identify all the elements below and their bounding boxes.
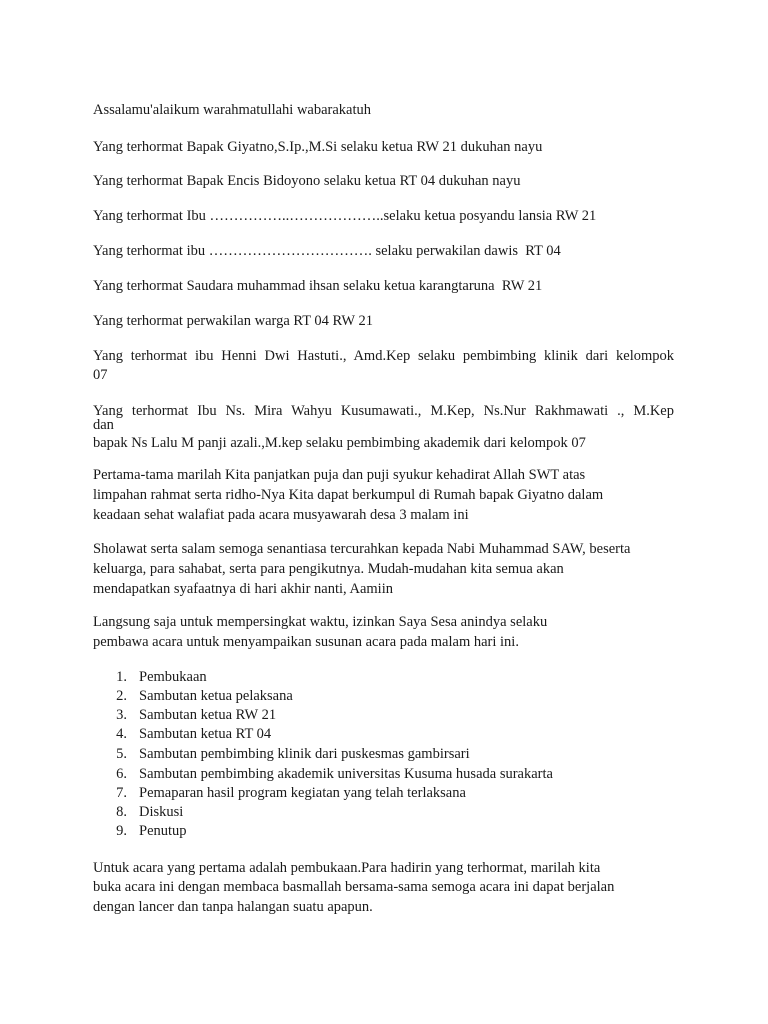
agenda-item: Sambutan ketua RT 04 bbox=[139, 726, 272, 742]
agenda-number: 9. bbox=[116, 823, 127, 839]
paragraph-pembukaan-line: buka acara ini dengan membaca basmallah bersama-sama semoga acara ini dapat berjalan bbox=[93, 879, 615, 895]
paragraph-intro-line: pembawa acara untuk menyampaikan susunan acara pada malam hari ini. bbox=[93, 634, 519, 650]
agenda-number: 5. bbox=[116, 746, 127, 762]
salutation-line: Yang terhormat Bapak Giyatno,S.Ip.,M.Si selaku ketua RW 21 dukuhan nayu bbox=[93, 139, 543, 155]
agenda-item: Sambutan ketua RW 21 bbox=[139, 707, 277, 723]
paragraph-pembukaan-line: Untuk acara yang pertama adalah pembukaan.Para hadirin yang terhormat, marilah kita bbox=[93, 860, 601, 876]
salutation-klinik-line1: Yang terhormat ibu Henni Dwi Hastuti., Amd.Kep selaku pembimbing klinik dari kelompok bbox=[93, 348, 674, 364]
agenda-number: 3. bbox=[116, 707, 127, 723]
agenda-number: 8. bbox=[116, 804, 127, 820]
salutation-klinik-line2: 07 bbox=[93, 367, 108, 383]
agenda-item: Sambutan ketua pelaksana bbox=[139, 688, 293, 704]
salutation-line: Yang terhormat ibu ……………………………. selaku perwakilan dawis RT 04 bbox=[93, 243, 561, 259]
agenda-item: Diskusi bbox=[139, 804, 184, 820]
paragraph-syukur-line: Pertama-tama marilah Kita panjatkan puja dan puji syukur kehadirat Allah SWT atas bbox=[93, 467, 586, 483]
salutation-akademik-line1: Yang terhormat Ibu Ns. Mira Wahyu Kusumawati., M.Kep, Ns.Nur Rakhmawati ., M.Kep bbox=[93, 403, 674, 419]
paragraph-sholawat-line: mendapatkan syafaatnya di hari akhir nanti, Aamiin bbox=[93, 581, 393, 597]
paragraph-pembukaan-line: dengan lancer dan tanpa halangan suatu apapun. bbox=[93, 899, 373, 915]
agenda-number: 1. bbox=[116, 669, 127, 685]
agenda-number: 7. bbox=[116, 785, 127, 801]
agenda-item: Pemaparan hasil program kegiatan yang telah terlaksana bbox=[139, 785, 466, 801]
greeting-line: Assalamu'alaikum warahmatullahi wabarakatuh bbox=[93, 102, 372, 118]
agenda-number: 6. bbox=[116, 766, 127, 782]
paragraph-sholawat-line: Sholawat serta salam semoga senantiasa tercurahkan kepada Nabi Muhammad SAW, beserta bbox=[93, 541, 631, 557]
agenda-item: Sambutan pembimbing akademik universitas Kusuma husada surakarta bbox=[139, 766, 553, 782]
paragraph-sholawat-line: keluarga, para sahabat, serta para pengikutnya. Mudah-mudahan kita semua akan bbox=[93, 561, 564, 577]
agenda-number: 4. bbox=[116, 726, 127, 742]
salutation-line: Yang terhormat perwakilan warga RT 04 RW 21 bbox=[93, 313, 373, 329]
salutation-line: Yang terhormat Bapak Encis Bidoyono selaku ketua RT 04 dukuhan nayu bbox=[93, 173, 521, 189]
agenda-item: Penutup bbox=[139, 823, 187, 839]
salutation-line: Yang terhormat Ibu ……………..………………..selaku ketua posyandu lansia RW 21 bbox=[93, 208, 597, 224]
paragraph-intro-line: Langsung saja untuk mempersingkat waktu, izinkan Saya Sesa anindya selaku bbox=[93, 614, 548, 630]
agenda-item: Pembukaan bbox=[139, 669, 207, 685]
salutation-akademik-line2: dan bbox=[93, 417, 114, 433]
salutation-line: Yang terhormat Saudara muhammad ihsan selaku ketua karangtaruna RW 21 bbox=[93, 278, 543, 294]
agenda-number: 2. bbox=[116, 688, 127, 704]
salutation-akademik-line3: bapak Ns Lalu M panji azali.,M.kep selaku pembimbing akademik dari kelompok 07 bbox=[93, 435, 586, 451]
paragraph-syukur-line: limpahan rahmat serta ridho-Nya Kita dapat berkumpul di Rumah bapak Giyatno dalam bbox=[93, 487, 604, 503]
paragraph-syukur-line: keadaan sehat walafiat pada acara musyawarah desa 3 malam ini bbox=[93, 507, 469, 523]
agenda-item: Sambutan pembimbing klinik dari puskesmas gambirsari bbox=[139, 746, 470, 762]
